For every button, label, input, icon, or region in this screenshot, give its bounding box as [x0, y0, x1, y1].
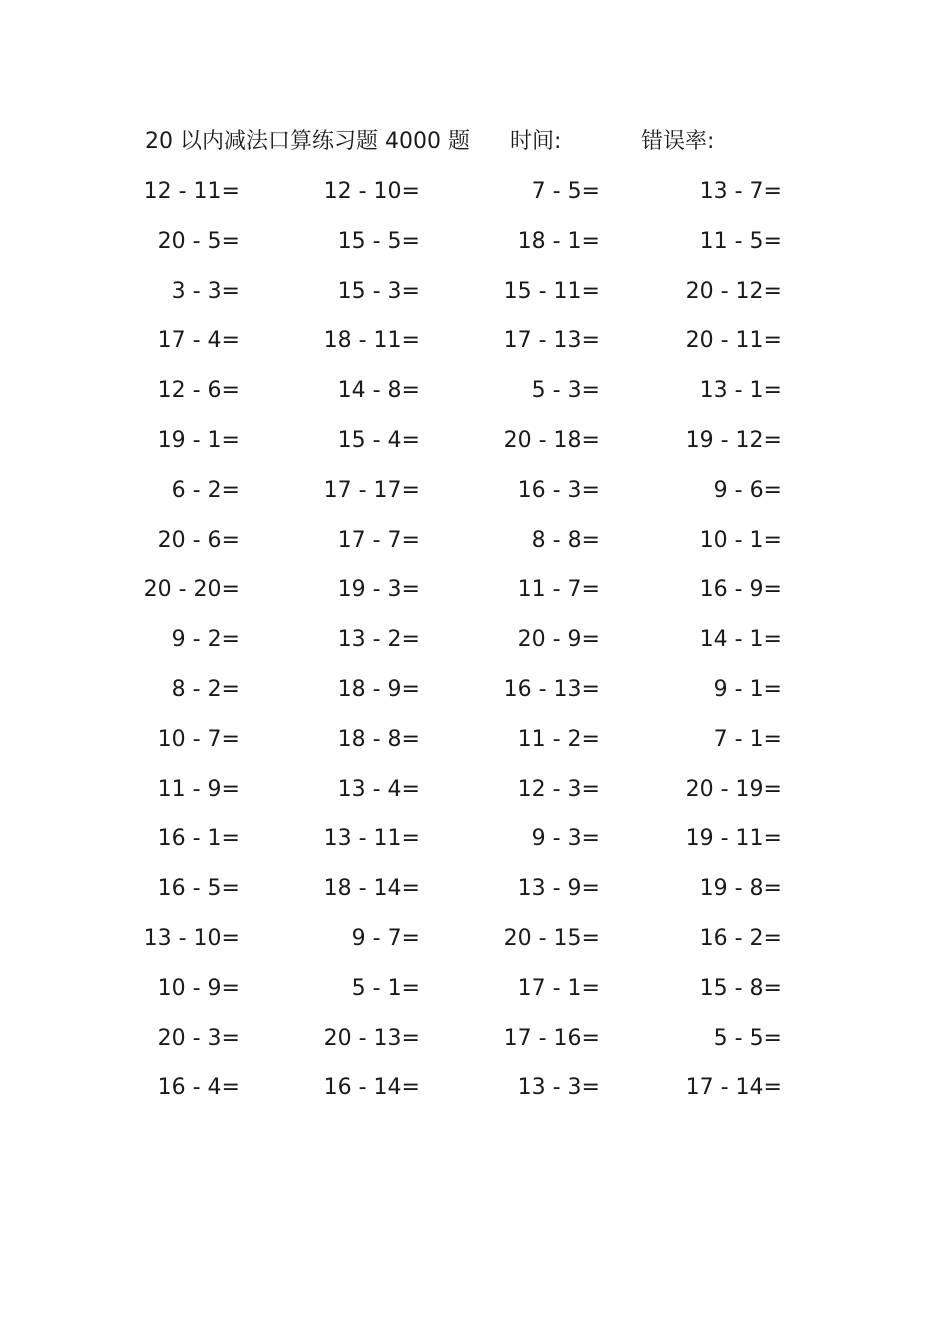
- subtraction-problem: 12 - 3=: [517, 776, 600, 802]
- subtraction-problem: 18 - 8=: [337, 726, 420, 752]
- subtraction-problem: 17 - 17=: [323, 477, 420, 503]
- subtraction-problem: 11 - 9=: [157, 776, 240, 802]
- subtraction-problem: 16 - 2=: [699, 925, 782, 951]
- subtraction-problem: 20 - 3=: [157, 1025, 240, 1051]
- subtraction-problem: 17 - 1=: [517, 975, 600, 1001]
- subtraction-problem: 15 - 5=: [337, 228, 420, 254]
- subtraction-problem: 20 - 11=: [685, 328, 782, 354]
- subtraction-problem: 13 - 1=: [699, 378, 782, 404]
- subtraction-problem: 9 - 2=: [171, 627, 240, 653]
- subtraction-problem: 17 - 14=: [685, 1075, 782, 1101]
- subtraction-problem: 5 - 1=: [351, 975, 420, 1001]
- subtraction-problem: 8 - 2=: [171, 676, 240, 702]
- subtraction-problem: 6 - 2=: [171, 477, 240, 503]
- subtraction-problem: 19 - 11=: [685, 826, 782, 852]
- problem-row: [140, 222, 800, 272]
- subtraction-problem: 11 - 5=: [699, 228, 782, 254]
- subtraction-problem: 7 - 1=: [713, 726, 782, 752]
- subtraction-problem: 20 - 12=: [685, 278, 782, 304]
- problem-row: [140, 321, 800, 371]
- subtraction-problem: 9 - 3=: [531, 826, 600, 852]
- subtraction-problem: 15 - 8=: [699, 975, 782, 1001]
- problem-row: [140, 421, 800, 471]
- problem-row: [140, 1068, 800, 1118]
- subtraction-problem: 7 - 5=: [531, 179, 600, 204]
- subtraction-problem: 3 - 3=: [171, 278, 240, 304]
- subtraction-problem: 9 - 6=: [713, 477, 782, 503]
- time-label: 时间:: [510, 129, 562, 154]
- subtraction-problem: 20 - 20=: [143, 577, 240, 603]
- subtraction-problem: 8 - 8=: [531, 527, 600, 553]
- subtraction-problem: 17 - 13=: [503, 328, 600, 354]
- subtraction-problem: 15 - 3=: [337, 278, 420, 304]
- subtraction-problem: 12 - 10=: [323, 179, 420, 204]
- subtraction-problem: 13 - 10=: [143, 925, 240, 951]
- worksheet-header: [145, 124, 845, 160]
- subtraction-problem: 20 - 6=: [157, 527, 240, 553]
- subtraction-problem: 16 - 4=: [157, 1075, 240, 1101]
- subtraction-problem: 10 - 9=: [157, 975, 240, 1001]
- subtraction-problem: 5 - 3=: [531, 378, 600, 404]
- subtraction-problem: 20 - 18=: [503, 427, 600, 453]
- subtraction-problem: 13 - 4=: [337, 776, 420, 802]
- subtraction-problem: 12 - 6=: [157, 378, 240, 404]
- subtraction-problem: 19 - 12=: [685, 427, 782, 453]
- subtraction-problem: 16 - 3=: [517, 477, 600, 503]
- subtraction-problem: 9 - 7=: [351, 925, 420, 951]
- subtraction-problem: 20 - 15=: [503, 925, 600, 951]
- subtraction-problem: 11 - 7=: [517, 577, 600, 603]
- subtraction-problem: 18 - 14=: [323, 876, 420, 902]
- subtraction-problem: 16 - 1=: [157, 826, 240, 852]
- subtraction-problem: 16 - 14=: [323, 1075, 420, 1101]
- problem-row: [140, 371, 800, 421]
- problem-grid: [140, 172, 800, 1118]
- problem-row: [140, 919, 800, 969]
- problem-row: [140, 969, 800, 1019]
- problem-row: [140, 620, 800, 670]
- subtraction-problem: 17 - 7=: [337, 527, 420, 553]
- subtraction-problem: 17 - 4=: [157, 328, 240, 354]
- subtraction-problem: 17 - 16=: [503, 1025, 600, 1051]
- subtraction-problem: 12 - 11=: [143, 179, 240, 204]
- subtraction-problem: 11 - 2=: [517, 726, 600, 752]
- problem-row: [140, 1019, 800, 1069]
- subtraction-problem: 14 - 1=: [699, 627, 782, 653]
- subtraction-problem: 10 - 7=: [157, 726, 240, 752]
- subtraction-problem: 10 - 1=: [699, 527, 782, 553]
- subtraction-problem: 13 - 2=: [337, 627, 420, 653]
- subtraction-problem: 15 - 4=: [337, 427, 420, 453]
- subtraction-problem: 13 - 7=: [699, 179, 782, 204]
- subtraction-problem: 18 - 9=: [337, 676, 420, 702]
- problem-row: [140, 720, 800, 770]
- subtraction-problem: 20 - 5=: [157, 228, 240, 254]
- subtraction-problem: 18 - 11=: [323, 328, 420, 354]
- problem-row: [140, 819, 800, 869]
- subtraction-problem: 13 - 11=: [323, 826, 420, 852]
- subtraction-problem: 16 - 13=: [503, 676, 600, 702]
- problem-row: [140, 770, 800, 820]
- subtraction-problem: 20 - 13=: [323, 1025, 420, 1051]
- subtraction-problem: 18 - 1=: [517, 228, 600, 254]
- problem-row: [140, 172, 800, 222]
- subtraction-problem: 14 - 8=: [337, 378, 420, 404]
- subtraction-problem: 16 - 5=: [157, 876, 240, 902]
- subtraction-problem: 5 - 5=: [713, 1025, 782, 1051]
- subtraction-problem: 19 - 3=: [337, 577, 420, 603]
- subtraction-problem: 19 - 1=: [157, 427, 240, 453]
- error-rate-label: 错误率:: [641, 129, 715, 154]
- problem-row: [140, 471, 800, 521]
- problem-row: [140, 272, 800, 322]
- subtraction-problem: 9 - 1=: [713, 676, 782, 702]
- subtraction-problem: 20 - 19=: [685, 776, 782, 802]
- problem-row: [140, 521, 800, 571]
- problem-row: [140, 869, 800, 919]
- subtraction-problem: 15 - 11=: [503, 278, 600, 304]
- problem-row: [140, 670, 800, 720]
- problem-row: [140, 570, 800, 620]
- subtraction-problem: 16 - 9=: [699, 577, 782, 603]
- worksheet-title: 20 以内减法口算练习题 4000 题: [145, 129, 470, 154]
- subtraction-problem: 13 - 9=: [517, 876, 600, 902]
- subtraction-problem: 19 - 8=: [699, 876, 782, 902]
- subtraction-problem: 13 - 3=: [517, 1075, 600, 1101]
- subtraction-problem: 20 - 9=: [517, 627, 600, 653]
